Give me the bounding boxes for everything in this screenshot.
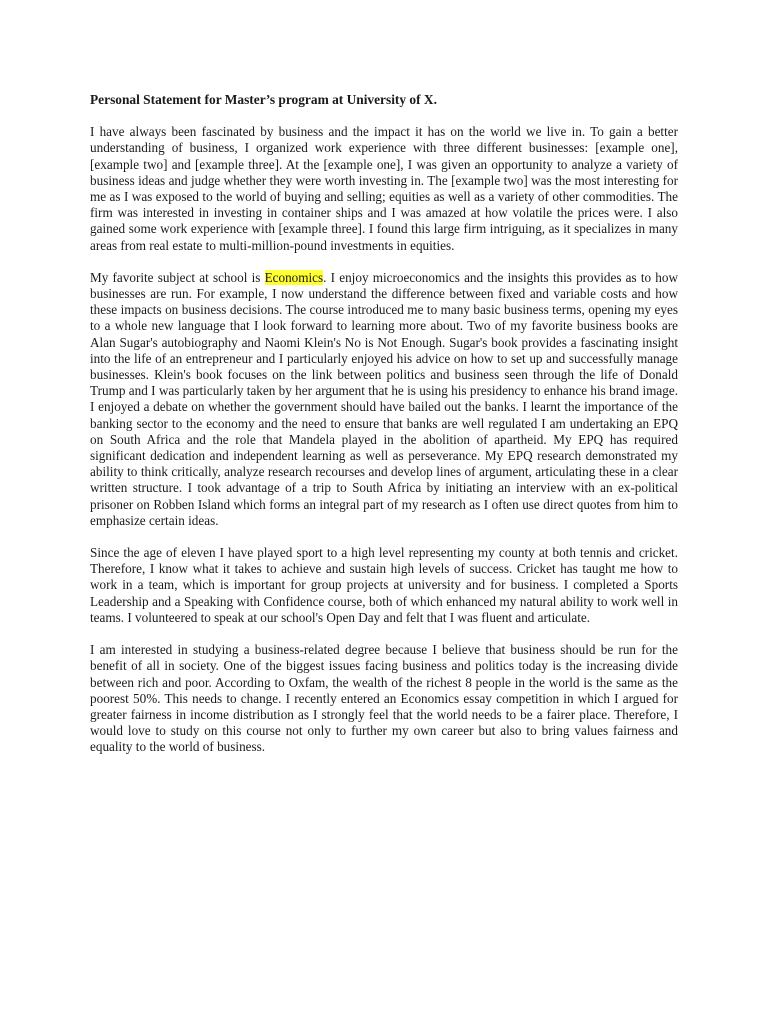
highlighted-word: Economics	[264, 269, 324, 285]
document-page	[90, 92, 678, 772]
paragraph-favorite-subject	[90, 270, 678, 529]
paragraph-favorite-subject-body: . I enjoy microeconomics and the insights this provides as to how businesses are run. For example, I now understand the difference between fixed and variable costs and how these impacts on business decisions. The course introduced me to many basic business terms, opening my eyes to a whole new language that I look forward to learning more about. Two of my favorite business books are Alan Sugar's autobiography and Naomi Klein's No is Not Enough. Sugar's book provides a fascinating insight into the life of an entrepreneur and I particularly enjoyed his advice on how to set up and successfully manage businesses. Klein's book focuses on the link between politics and business seen through the life of Donald Trump and I was particularly taken by her argument that he is using his presidency to enhance his brand image. I enjoyed a debate on whether the government should have bailed out the banks. I learnt the importance of the banking sector to the economy and the need to ensure that banks are well regulated I am undertaking an EPQ on South Africa and the role that Mandela played in the abolition of apartheid. My EPQ has required significant dedication and independent learning as well as perseverance. My EPQ research demonstrated my ability to think critically, analyze research recourses and develop lines of argument, articulating these in a clear written structure. I took advantage of a trip to South Africa by initiating an interview with an ex-political prisoner on Robben Island which forms an integral part of my research as I often use direct quotes from him to emphasize certain ideas.	[90, 269, 678, 528]
document-title: Personal Statement for Master’s program at University of X.	[90, 92, 437, 107]
paragraph-sport: Since the age of eleven I have played sport to a high level representing my county at both tennis and cricket. Therefore, I know what it takes to achieve and sustain high levels of success. Cricket has taught me how to work in a team, which is important for group projects at university and for business. I completed a Sports Leadership and a Speaking with Confidence course, both of which enhanced my natural ability to work well in teams. I volunteered to speak at our school's Open Day and felt that I was fluent and articulate.	[90, 545, 678, 625]
paragraph-work-experience: I have always been fascinated by business and the impact it has on the world we live in. To gain a better understanding of business, I organized work experience with three different businesses: [example one], [example two] and [example three]. At the [example one], I was given an opportunity to analyze a variety of business ideas and judge whether they were worth investing in. The [example two] was the most interesting for me as I was exposed to the world of buying and selling; equities as well as a variety of other commodities. The firm was interested in investing in container ships and I was amazed at how volatile the prices were. I also gained some work experience with [example three]. I found this large firm intriguing, as it specializes in many areas from real estate to multi-million-pound investments in equities.	[90, 124, 678, 253]
paragraph-motivation: I am interested in studying a business-related degree because I believe that business should be run for the benefit of all in society. One of the biggest issues facing business and politics today is the increasing divide between rich and poor. According to Oxfam, the wealth of the richest 8 people in the world is the same as the poorest 50%. This needs to change. I recently entered an Economics essay competition in which I argued for greater fairness in income distribution as I strongly feel that the world needs to be a fairer place. Therefore, I would love to study on this course not only to further my own career but also to bring values fairness and equality to the world of business.	[90, 642, 678, 755]
paragraph-favorite-subject-lead: My favorite subject at school is	[90, 269, 265, 285]
